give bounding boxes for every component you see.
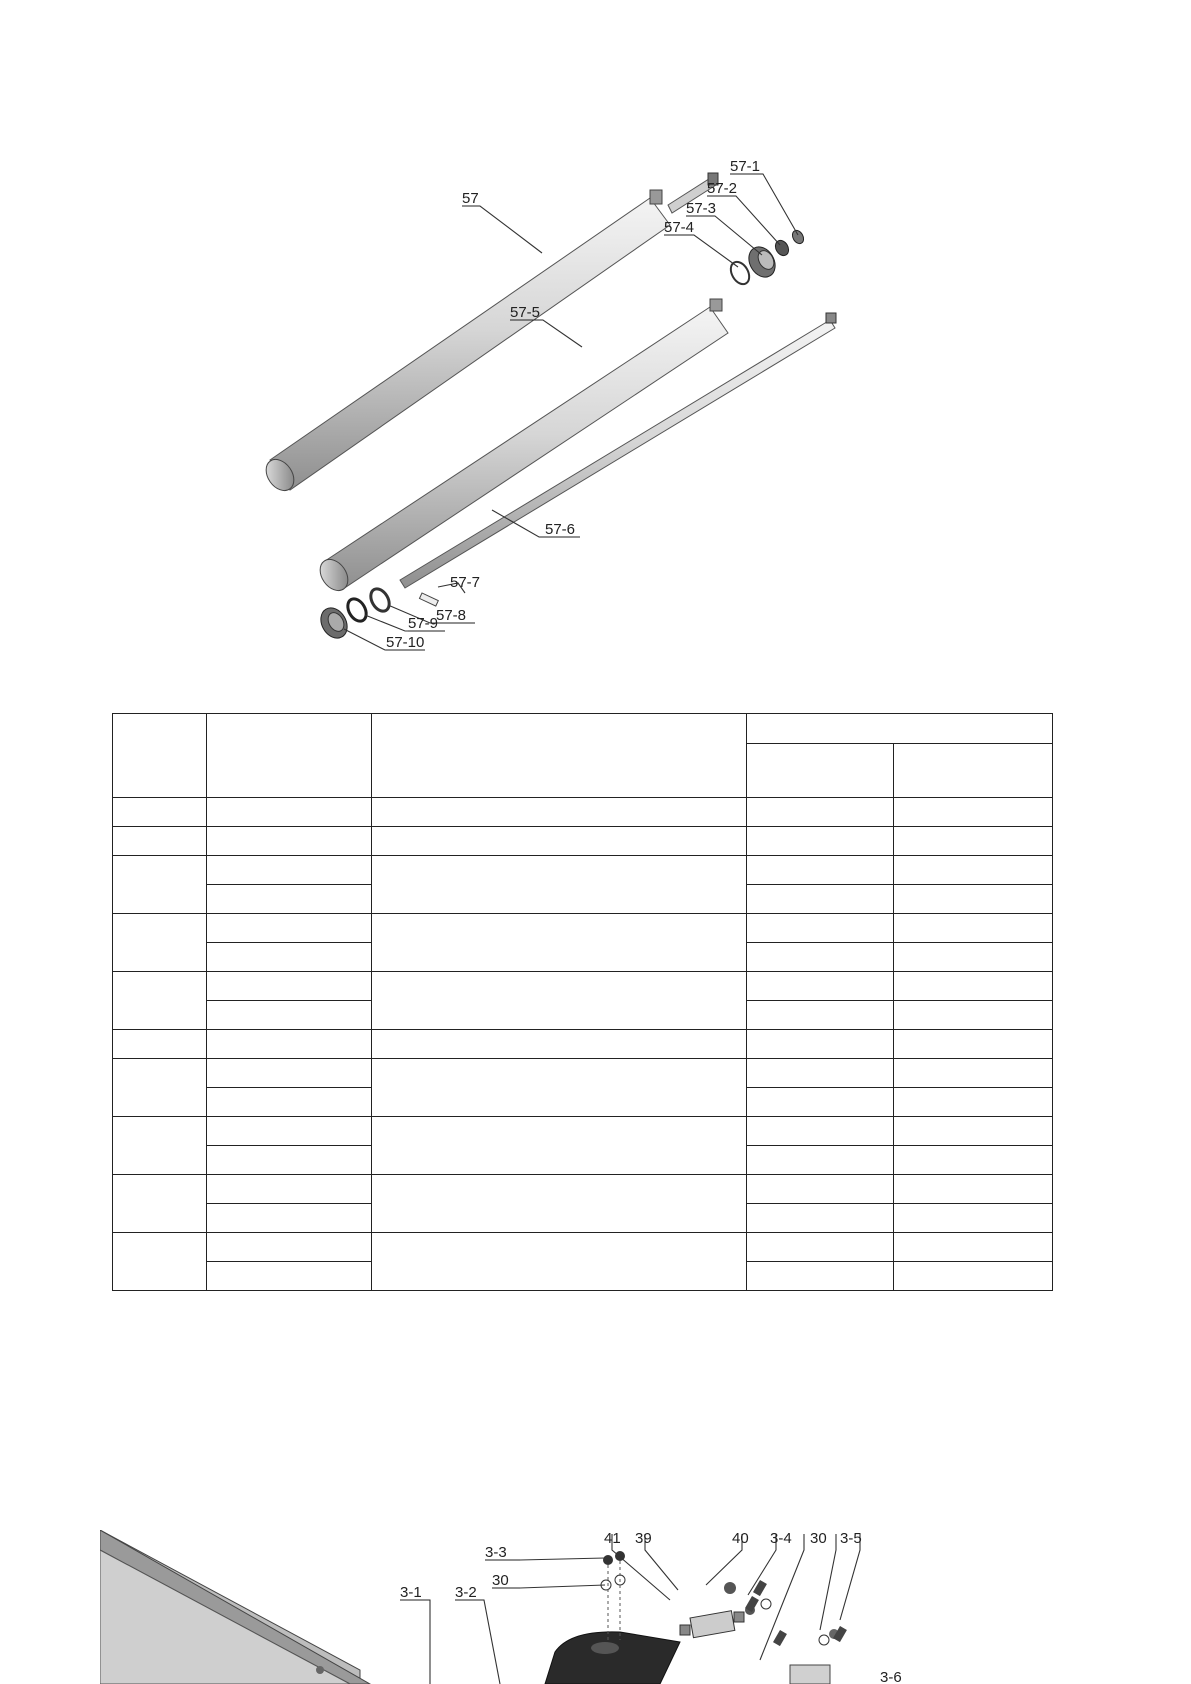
callout-3-5: 3-5 [840, 1530, 862, 1547]
callout-57-8: 57-8 [436, 607, 467, 624]
callout-40: 40 [732, 1530, 749, 1547]
callout-30-a: 30 [810, 1530, 827, 1547]
callout-41: 41 [604, 1530, 621, 1547]
callout-3-6: 3-6 [880, 1669, 902, 1684]
callout-39: 39 [635, 1530, 652, 1547]
header-cell-qty-b [894, 744, 1053, 798]
callout-57-3: 57-3 [686, 200, 717, 217]
table-row [113, 827, 1053, 856]
hydraulic-cylinder-exploded-diagram [250, 155, 910, 680]
callout-57-6: 57-6 [545, 521, 576, 538]
header-cell-no [113, 714, 207, 798]
callout-3-1: 3-1 [400, 1584, 422, 1601]
table-row [113, 914, 1053, 943]
snap-ring [790, 228, 806, 245]
inner-cylinder-tube [314, 299, 728, 596]
table-row [113, 1233, 1053, 1262]
bracket-block [545, 1632, 680, 1684]
callout-57-1: 57-1 [730, 158, 761, 175]
pin [419, 593, 438, 606]
callout-57-5: 57-5 [510, 304, 541, 321]
header-cell-qty-a [747, 744, 894, 798]
callout-57-7: 57-7 [450, 574, 481, 591]
callout-57-10: 57-10 [386, 634, 425, 651]
table-row [113, 972, 1053, 1001]
table-row [113, 1117, 1053, 1146]
callout-57-9: 57-9 [408, 615, 439, 632]
header-cell-description [372, 714, 747, 798]
parts-list-table [112, 713, 1053, 1291]
callout-3-2: 3-2 [455, 1584, 477, 1601]
frame-assembly-exploded-diagram [100, 1530, 950, 1684]
callout-30-b: 30 [492, 1572, 509, 1589]
header-cell-qty-group [747, 714, 1053, 744]
table-row [113, 798, 1053, 827]
table-row [113, 1175, 1053, 1204]
piston-ring-a [367, 586, 393, 615]
seal-ring [773, 238, 791, 258]
callout-3-4: 3-4 [770, 1530, 792, 1547]
frame-beam [100, 1530, 370, 1684]
piston-ring-b [344, 596, 370, 625]
header-cell-part-no [207, 714, 372, 798]
actuator-part [680, 1611, 744, 1638]
table-row [113, 1059, 1053, 1088]
callout-3-3: 3-3 [485, 1544, 507, 1561]
table-header-row [113, 714, 1053, 744]
callout-57-4: 57-4 [664, 219, 695, 236]
table-row [113, 856, 1053, 885]
callout-57-2: 57-2 [707, 180, 738, 197]
callout-57: 57 [462, 190, 479, 207]
table-row [113, 1030, 1053, 1059]
outer-cylinder-tube [260, 173, 718, 496]
